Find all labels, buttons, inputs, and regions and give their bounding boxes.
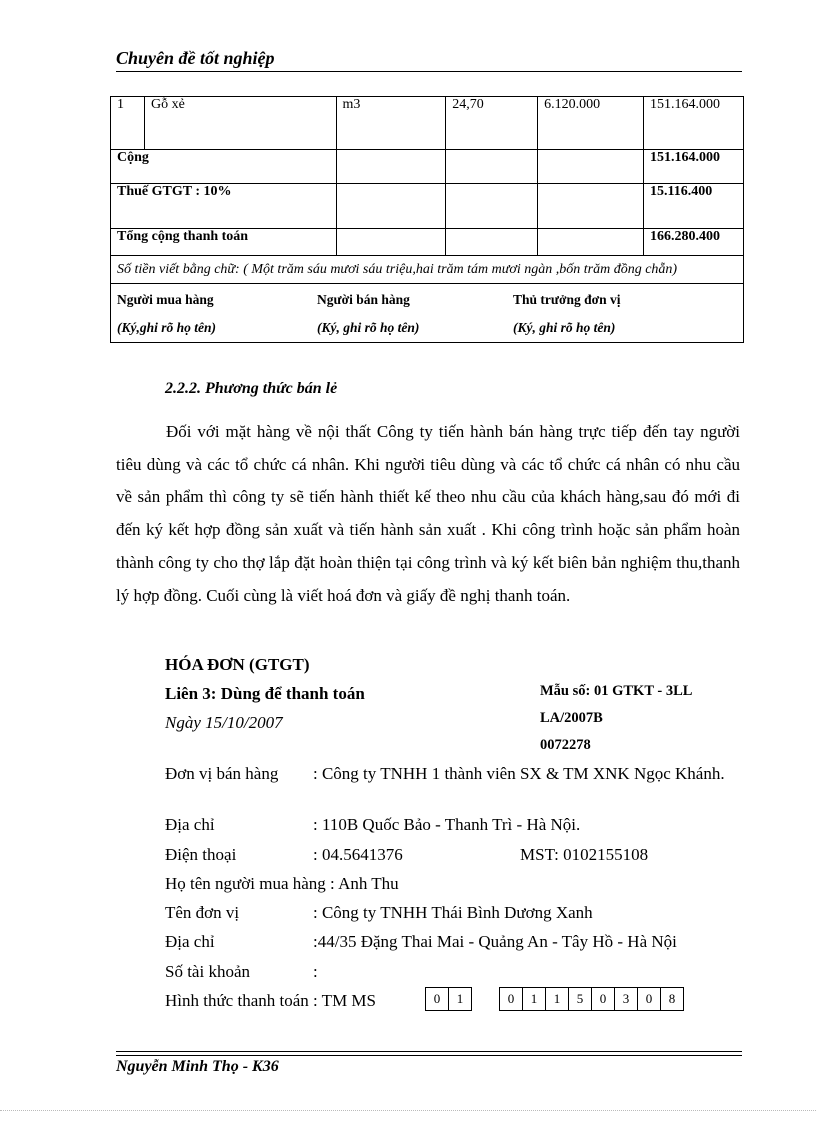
tax-code: MST: 0102155108 (520, 845, 649, 864)
ms-digit: 3 (614, 987, 638, 1011)
signature-cell (111, 284, 744, 343)
ms-digit: 0 (637, 987, 661, 1011)
invoice-number: 0072278 (540, 737, 591, 753)
seller-label: Đơn vị bán hàng (165, 764, 279, 783)
account-value: : (313, 962, 318, 981)
invoice-title: HÓA ĐƠN (GTGT) (165, 655, 310, 674)
cell-price: 6.120.000 (538, 97, 644, 150)
signature-note-buyer: (Ký,ghi rõ họ tên) (117, 320, 217, 335)
buyer-address-label: Địa chỉ (165, 932, 215, 951)
invoice-copy: Liên 3: Dùng để thanh toán (165, 684, 365, 703)
cell-unit: m3 (336, 97, 446, 150)
vat-label: Thuế GTGT : 10% (111, 184, 337, 229)
ms-digit: 0 (499, 987, 523, 1011)
section-heading: 2.2.2. Phương thức bán lẻ (165, 380, 338, 397)
ms-digit: 1 (522, 987, 546, 1011)
phone-row (165, 845, 403, 865)
footer-author: Nguyễn Minh Thọ - K36 (116, 1058, 279, 1075)
cell-amount: 151.164.000 (644, 97, 744, 150)
ms-digit: 0 (591, 987, 615, 1011)
signature-note-head: (Ký, ghi rõ họ tên) (513, 320, 616, 335)
ms-box-group-2 (500, 987, 684, 1011)
table-row-sum (111, 150, 744, 184)
account-row (165, 962, 318, 982)
account-label: Số tài khoản (165, 962, 250, 981)
sum-label: Cộng (111, 150, 337, 184)
buyer-address-row (165, 932, 677, 952)
ms-digit: 5 (568, 987, 592, 1011)
address-label: Địa chỉ (165, 815, 215, 834)
payment-row: Hình thức thanh toán : TM MS (165, 991, 377, 1010)
address-value: : 110B Quốc Bảo - Thanh Trì - Hà Nội. (313, 815, 581, 834)
seller-value: : Công ty TNHH 1 thành viên SX & TM XNK Ngọc Khánh. (313, 764, 725, 783)
invoice-date: Ngày 15/10/2007 (165, 713, 283, 732)
vat-amount: 15.116.400 (644, 184, 744, 229)
page-header-title: Chuyên đề tốt nghiệp (116, 48, 275, 68)
buyer-address-value: :44/35 Đặng Thai Mai - Quảng An - Tây Hồ - Hà Nội (313, 932, 677, 951)
ms-box-group-1 (426, 987, 472, 1011)
sum-amount: 151.164.000 (644, 150, 744, 184)
ms-digit: 1 (545, 987, 569, 1011)
signature-role-head: Thủ trưởng đơn vị (513, 292, 621, 307)
cell-name: Gỗ xẻ (144, 97, 336, 150)
invoice-table (110, 96, 744, 343)
unit-value: : Công ty TNHH Thái Bình Dương Xanh (313, 903, 593, 922)
seller-row (116, 764, 740, 784)
unit-label: Tên đơn vị (165, 903, 240, 922)
ms-digit: 8 (660, 987, 684, 1011)
table-row-item (111, 97, 744, 150)
ms-digit: 0 (425, 987, 449, 1011)
phone-label: Điện thoại (165, 845, 237, 864)
signature-role-buyer: Người mua hàng (117, 292, 214, 307)
body-paragraph: Đối với mặt hàng về nội thất Công ty tiến hành bán hàng trực tiếp đến tay người tiêu dùng và các tổ chức cá nhân. Khi người tiêu dùng và các tổ chức cá nhân có nhu cầu về sản phẩm thì công ty sẽ tiến hành thiết kế theo nhu cầu của khách hàng,sau đó mới đi đến ký kết hợp đồng sản xuất và tiến hành sản xuất . Khi công trình hoặc sản phẩm hoàn thành công ty cho thợ lắp đặt hoàn thiện tại công trình và ký kết biên bản nghiệm thu,thanh lý hợp đồng. Cuối cùng là viết hoá đơn và giấy đề nghị thanh toán. (116, 422, 740, 605)
table-row-signatures (111, 284, 744, 343)
signature-grid (117, 286, 737, 342)
invoice-form-number: Mẫu số: 01 GTKT - 3LL (540, 683, 693, 699)
total-label: Tổng cộng thanh toán (111, 229, 337, 256)
invoice-series: LA/2007B (540, 710, 603, 726)
amount-in-words: Số tiền viết bằng chữ: ( Một trăm sáu mươi sáu triệu,hai trăm tám mươi ngàn ,bốn trăm đồng chẵn) (111, 256, 744, 284)
total-amount: 166.280.400 (644, 229, 744, 256)
signature-role-seller: Người bán hàng (317, 292, 410, 307)
phone-value: : 04.5641376 (313, 845, 403, 864)
unit-row (165, 903, 593, 923)
page-edge (0, 1110, 816, 1111)
cell-quantity: 24,70 (446, 97, 538, 150)
header-rule (116, 71, 742, 72)
table-row-total (111, 229, 744, 256)
cell-stt: 1 (111, 97, 145, 150)
ms-digit: 1 (448, 987, 472, 1011)
footer-rule-thin (116, 1055, 742, 1056)
address-row (165, 815, 580, 835)
signature-note-seller: (Ký, ghi rõ họ tên) (317, 320, 420, 335)
table-row-vat (111, 184, 744, 229)
footer-rule (116, 1051, 742, 1052)
table-row-words (111, 256, 744, 284)
buyer-row: Họ tên người mua hàng : Anh Thu (165, 874, 399, 893)
